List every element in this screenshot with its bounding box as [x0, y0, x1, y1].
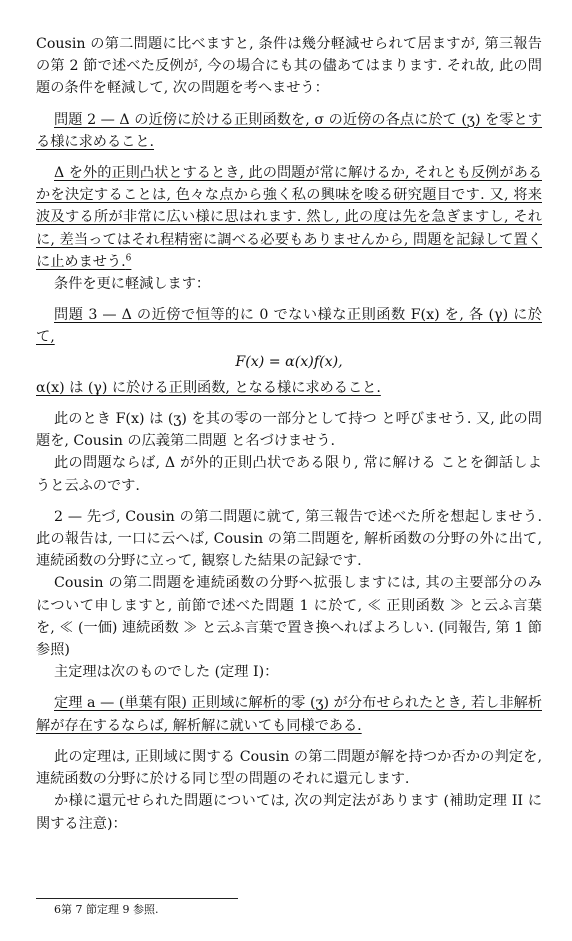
theorem-a: 定理 a — (単葉有限) 正則域に解析的零 (ʒ) が分布せられたとき, 若し非解析解が存在するならば, 解析解に就いても同様である. — [36, 695, 542, 734]
equation: F(x) = α(x)f(x), — [235, 353, 343, 370]
paragraph-definition: 此のとき F(x) は (ʒ) を其の零の一部分として持つ と呼びませう. 又, 此の問題を, Cousin の広義第二問題 と名づけませう. — [36, 411, 542, 450]
paragraph-counterexample — [36, 162, 542, 273]
paragraph-section-2: 2 — 先づ, Cousin の第二問題に就て, 第三報告で述べた所を想起しませう. 此の報告は, 一口に云へば, Cousin の第二問題を, 解析函数の分野の外に出て, 連続函数の分野に立って, 観察した結果の記録です. — [36, 508, 542, 570]
paragraph-reduction: 此の定理は, 正則域に関する Cousin の第二問題が解を持つか否かの判定を, 連続函数の分野に於ける同じ型の問題のそれに還元します. — [36, 748, 542, 788]
footnote-rule — [36, 898, 238, 899]
paragraph-criterion: か様に還元せられた問題については, 次の判定法があります (補助定理 II に関する注意)： — [36, 793, 542, 832]
problem-3: 問題 3 — Δ の近傍で恒等的に 0 でない様な正則函数 F(x) を, 各 (γ) に於て, — [36, 307, 542, 346]
footnote-marker: 6 — [125, 253, 132, 264]
paragraph-condition: 条件を更に軽減します： — [54, 276, 211, 293]
paragraph-main-theorem: 主定理は次のものでした (定理 I)： — [54, 664, 279, 681]
problem-3-continued: α(x) は (γ) に於ける正則函数, となる様に求めること. — [36, 379, 381, 396]
paper-body — [36, 33, 542, 835]
paragraph-counterexample-text: Δ を外的正則凸状とするとき, 此の問題が常に解けるか, それとも反例があるかを決定することは, 色々な点から強く私の興味を唆る研究題目です. 又, 将来波及する所が非常に広い様に思はれます. 然し, 此の度は先を急ぎますし, それに, 差当ってはそれ程精密に調べる必要もありませんから, 問題を記録して置くに止めませう. — [36, 165, 542, 270]
paragraph-intro: Cousin の第二問題に比べますと, 条件は幾分軽減せられて居ますが, 第三報告の第 2 節で述べた反例が, 今の場合にも其の儘あてはまります. それ故, 此の問題の条件を軽減して, 次の問題を考へませう： — [36, 36, 542, 97]
paragraph-extension: Cousin の第二問題を連続函数の分野へ拡張しますには, 其の主要部分のみについて申しますと, 前節で述べた問題 1 に於て, ≪ 正則函数 ≫ と云ふ言葉を, ≪ (一価) 連続函数 ≫ と云ふ言葉で置き換へればよろしい. (同報告, 第 1 節参照) — [36, 575, 542, 659]
problem-2: 問題 2 — Δ の近傍に於ける正則函数を, σ の近傍の各点に於て (ʒ) を零とする様に求めること. — [36, 111, 542, 150]
paragraph-claim: 此の問題ならば, Δ が外的正則凸状である限り, 常に解ける ことを御話しようと云ふのです. — [36, 455, 542, 494]
footnote: 6第 7 節定理 9 参照. — [54, 903, 159, 916]
